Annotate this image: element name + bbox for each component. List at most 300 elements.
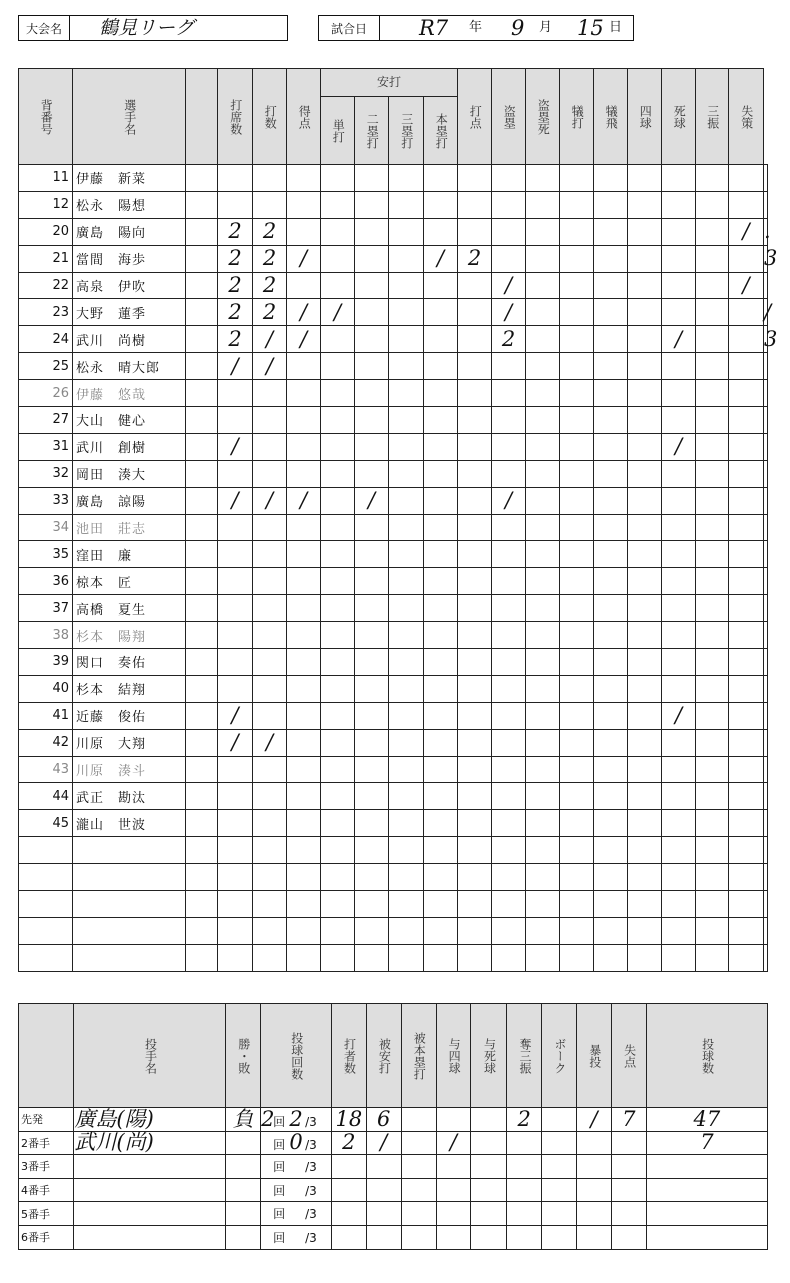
stat-cell [594,568,628,595]
stat-cell [389,165,424,192]
stat-cell [696,675,729,702]
empty-cell [662,864,696,891]
stat-cell [662,165,696,192]
stat-cell [424,756,458,783]
stat-cell [253,191,287,218]
stat-cell [389,433,424,460]
pitcher-wl [226,1225,261,1249]
empty-cell [560,864,594,891]
empty-cell [355,917,389,944]
player-number: 44 [19,783,73,810]
stat-cell [594,299,628,326]
pitcher-bf [331,1155,366,1179]
stat-cell [287,649,321,676]
outs-suffix: /3 [305,1183,317,1198]
stat-cell [729,810,764,837]
stat-cell [594,541,628,568]
player-number: 32 [19,460,73,487]
stat-cell [696,326,729,353]
player-name: 大野 蓮季 [73,299,186,326]
pitcher-wp [577,1225,612,1249]
player-name: 川原 大翔 [73,729,186,756]
player-number: 39 [19,649,73,676]
stat-cell [628,218,662,245]
outs-suffix: /3 [305,1114,317,1129]
stat-cell [560,568,594,595]
stat-cell: / [729,218,764,245]
stat-cell [662,487,696,514]
pitcher-bf [331,1202,366,1226]
stat-cell [253,595,287,622]
stat-cell [458,649,492,676]
stat-cell [218,165,253,192]
tournament-field [18,15,288,41]
stat-cell [253,702,287,729]
stat-cell [696,407,729,434]
stat-cell [287,675,321,702]
stat-cell [696,756,729,783]
stat-cell [492,810,526,837]
stat-cell [628,595,662,622]
p-col-hr: 被本塁打 [401,1004,436,1108]
stat-cell [560,541,594,568]
stat-cell [458,756,492,783]
outs-suffix: /3 [305,1230,317,1245]
stat-cell: 2 [253,272,287,299]
p-col-so: 奪三振 [507,1004,542,1108]
pitcher-wl: 負 [226,1108,261,1132]
player-name: 大山 健心 [73,407,186,434]
stat-cell [355,810,389,837]
stat-cell [287,218,321,245]
player-row [19,595,768,622]
player-row [19,218,768,245]
date-year-unit: 年 [469,20,483,35]
stat-cell [764,433,768,460]
stat-cell [764,622,768,649]
stat-cell [729,407,764,434]
stat-cell [458,783,492,810]
stat-cell [696,433,729,460]
stat-cell [594,353,628,380]
stat-cell [389,541,424,568]
player-row [19,299,768,326]
stat-cell: / [492,299,526,326]
player-number: 25 [19,353,73,380]
stat-cell [287,165,321,192]
p-col-hbp: 与死球 [471,1004,507,1108]
stat-cell [696,353,729,380]
empty-cell [764,917,768,944]
pitcher-name [74,1202,226,1226]
stat-cell [526,218,560,245]
stat-cell [424,541,458,568]
stat-cell [696,460,729,487]
p-col-bb: 与四球 [436,1004,471,1108]
stat-cell: . [764,219,771,244]
stat-cell [492,514,526,541]
player-name: 杉本 陽翔 [73,622,186,649]
empty-cell [458,944,492,971]
empty-cell [19,944,73,971]
stat-cell [321,649,355,676]
stat-cell [662,380,696,407]
empty-cell [424,864,458,891]
col-hbp: 死球 [662,69,696,165]
stat-cell [696,245,729,272]
stat-cell [662,595,696,622]
stat-cell [696,702,729,729]
pitcher-row [19,1108,768,1132]
empty-cell [321,837,355,864]
stat-cell [321,622,355,649]
empty-cell [218,837,253,864]
stat-cell [560,326,594,353]
stat-cell [321,487,355,514]
stat-cell [424,433,458,460]
stat-cell [424,460,458,487]
stat-cell [287,783,321,810]
stat-cell [764,729,768,756]
player-row [19,783,768,810]
stat-cell [594,487,628,514]
spacer-cell [186,675,218,702]
stat-cell [355,783,389,810]
pitcher-runs [611,1225,646,1249]
stat-cell [729,649,764,676]
pitcher-so [507,1178,542,1202]
stat-cell: 2 [218,299,253,326]
stat-cell [287,568,321,595]
player-name: 川原 湊斗 [73,756,186,783]
stat-cell [696,568,729,595]
stat-cell [355,622,389,649]
stat-cell [560,272,594,299]
stat-cell [492,380,526,407]
player-number: 45 [19,810,73,837]
col-hr: 本塁打 [424,97,458,165]
stat-cell [355,595,389,622]
player-number: 12 [19,191,73,218]
player-number: 31 [19,433,73,460]
stat-cell [594,649,628,676]
stat-cell [424,595,458,622]
stat-cell [424,380,458,407]
stat-cell [321,702,355,729]
stat-cell [321,756,355,783]
pitcher-slot: 2番手 [19,1131,74,1155]
empty-cell [628,917,662,944]
stat-cell [526,272,560,299]
col-single: 単打 [321,97,355,165]
empty-cell [287,864,321,891]
stat-cell: / [253,326,287,353]
stat-cell: 2 [218,218,253,245]
pitcher-hr [401,1178,436,1202]
empty-cell [186,891,218,918]
empty-cell [253,837,287,864]
stat-cell [389,380,424,407]
stat-cell [696,783,729,810]
empty-cell [696,944,729,971]
stat-cell [594,245,628,272]
empty-cell [526,917,560,944]
stat-cell [594,756,628,783]
empty-cell [19,891,73,918]
pitcher-bf [331,1225,366,1249]
pitcher-wl [226,1178,261,1202]
spacer-cell [186,810,218,837]
blank-row [19,891,768,918]
stat-cell: 2 [218,245,253,272]
stat-cell [696,541,729,568]
stat-cell [355,514,389,541]
empty-cell [73,917,186,944]
stat-cell: / [492,487,526,514]
stat-cell [526,568,560,595]
stat-cell [218,675,253,702]
col-so: 三振 [696,69,729,165]
stat-cell [218,756,253,783]
innings-unit: 回 [273,1159,286,1174]
player-name: 近藤 俊佑 [73,702,186,729]
empty-cell [696,891,729,918]
pitcher-row [19,1202,768,1226]
stat-cell [764,568,768,595]
empty-cell [492,864,526,891]
stat-cell: 2 [218,272,253,299]
empty-cell [186,837,218,864]
stat-cell [253,541,287,568]
empty-cell [355,837,389,864]
pitcher-row [19,1178,768,1202]
empty-cell [560,837,594,864]
empty-cell [458,837,492,864]
col-spacer [186,69,218,165]
stat-cell [560,702,594,729]
pitcher-so [507,1202,542,1226]
stat-cell [287,541,321,568]
pitcher-bb: / [436,1131,471,1155]
empty-cell [389,864,424,891]
stat-cell [526,514,560,541]
stat-cell [628,810,662,837]
pitcher-bb [436,1178,471,1202]
stat-cell: / [287,299,321,326]
stat-cell [662,272,696,299]
stat-cell: 2 [492,326,526,353]
stat-cell [355,380,389,407]
stat-cell [458,433,492,460]
empty-cell [729,891,764,918]
player-row [19,756,768,783]
pitcher-pitches [646,1225,767,1249]
player-row [19,245,768,272]
stat-cell [389,622,424,649]
stat-cell [458,595,492,622]
stat-cell [764,514,768,541]
stat-cell [526,541,560,568]
stat-cell [458,541,492,568]
stat-cell [628,433,662,460]
player-row [19,675,768,702]
outs-suffix: /3 [305,1138,317,1153]
stat-cell: 2 [253,218,287,245]
stat-cell [696,218,729,245]
pitcher-hits [366,1225,401,1249]
stat-cell [526,729,560,756]
stat-cell [321,380,355,407]
innings-unit: 回 [273,1183,286,1198]
stat-cell [458,380,492,407]
stat-cell [729,191,764,218]
stat-cell: / [253,487,287,514]
pitcher-pitches: 7 [646,1131,767,1155]
stat-cell [628,299,662,326]
stat-cell [594,595,628,622]
stat-cell [628,326,662,353]
stat-cell [594,460,628,487]
stat-cell [492,783,526,810]
player-name: 松永 晴大郎 [73,353,186,380]
stat-cell [492,353,526,380]
stat-cell [492,245,526,272]
empty-cell [458,891,492,918]
stat-cell [764,649,768,676]
col-cs: 盗塁死 [526,69,560,165]
spacer-cell [186,514,218,541]
stat-cell [321,810,355,837]
stat-cell [594,810,628,837]
stat-cell [696,272,729,299]
stat-cell [321,729,355,756]
stat-cell [560,649,594,676]
spacer-cell [186,272,218,299]
stat-cell [218,407,253,434]
pitcher-name [74,1155,226,1179]
stat-cell [253,756,287,783]
stat-cell [729,729,764,756]
player-row [19,407,768,434]
player-number: 40 [19,675,73,702]
empty-cell [355,864,389,891]
stat-cell [321,514,355,541]
stat-cell [729,675,764,702]
p-col-wl: 勝・敗 [226,1004,261,1108]
player-name: 高泉 伊吹 [73,272,186,299]
stat-cell [492,218,526,245]
stat-cell [594,272,628,299]
stat-cell [355,541,389,568]
stat-cell [253,407,287,434]
empty-cell [186,864,218,891]
stat-cell: 3 [764,326,778,351]
stat-cell: / [662,433,696,460]
stat-cell [594,622,628,649]
stat-cell [594,191,628,218]
date-era: R7 [419,16,449,40]
col-sac-fly: 犠飛 [594,69,628,165]
empty-cell [389,944,424,971]
stat-cell [492,165,526,192]
spacer-cell [186,380,218,407]
stat-cell [594,380,628,407]
stat-cell [662,810,696,837]
stat-cell [424,407,458,434]
stat-cell [355,702,389,729]
col-sac-bunt: 犠打 [560,69,594,165]
pitcher-wl [226,1155,261,1179]
pitcher-wl [226,1202,261,1226]
empty-cell [492,837,526,864]
stat-cell [696,487,729,514]
spacer-cell [186,191,218,218]
player-number: 33 [19,487,73,514]
stat-cell [492,407,526,434]
stat-cell [287,433,321,460]
player-number: 23 [19,299,73,326]
stat-cell [526,675,560,702]
empty-cell [526,891,560,918]
stat-cell [594,514,628,541]
col-hits-group: 安打 [321,69,458,97]
stat-cell [764,272,768,299]
stat-cell [492,541,526,568]
stat-cell [424,326,458,353]
stat-cell [662,514,696,541]
stat-cell [729,433,764,460]
stat-cell [424,622,458,649]
date-month-unit: 月 [539,20,553,35]
col-err: 失策 [729,69,764,165]
blank-row [19,864,768,891]
stat-cell [560,191,594,218]
stat-cell: / [218,702,253,729]
stat-cell [628,514,662,541]
stat-cell [253,165,287,192]
stat-cell [389,299,424,326]
spacer-cell [186,729,218,756]
stat-cell [389,191,424,218]
empty-cell [287,917,321,944]
empty-cell [764,944,768,971]
stat-cell [729,702,764,729]
stat-cell [287,407,321,434]
pitcher-bf: 18 [331,1108,366,1132]
stat-cell [321,353,355,380]
blank-row [19,917,768,944]
stat-cell [628,756,662,783]
stat-cell [218,568,253,595]
stat-cell [696,514,729,541]
stat-cell [729,326,764,353]
pitcher-runs [611,1178,646,1202]
stat-cell [560,407,594,434]
spacer-cell [186,299,218,326]
spacer-cell [186,649,218,676]
player-row [19,433,768,460]
player-name: 椋本 匠 [73,568,186,595]
tournament-value: 鶴見リーグ [99,17,195,39]
stat-cell [696,299,729,326]
innings-value: 2 [261,1106,275,1131]
spacer-cell [186,433,218,460]
player-name: 伊藤 新菜 [73,165,186,192]
player-row [19,380,768,407]
stat-cell [662,299,696,326]
stat-cell: / [321,299,355,326]
empty-cell [73,837,186,864]
